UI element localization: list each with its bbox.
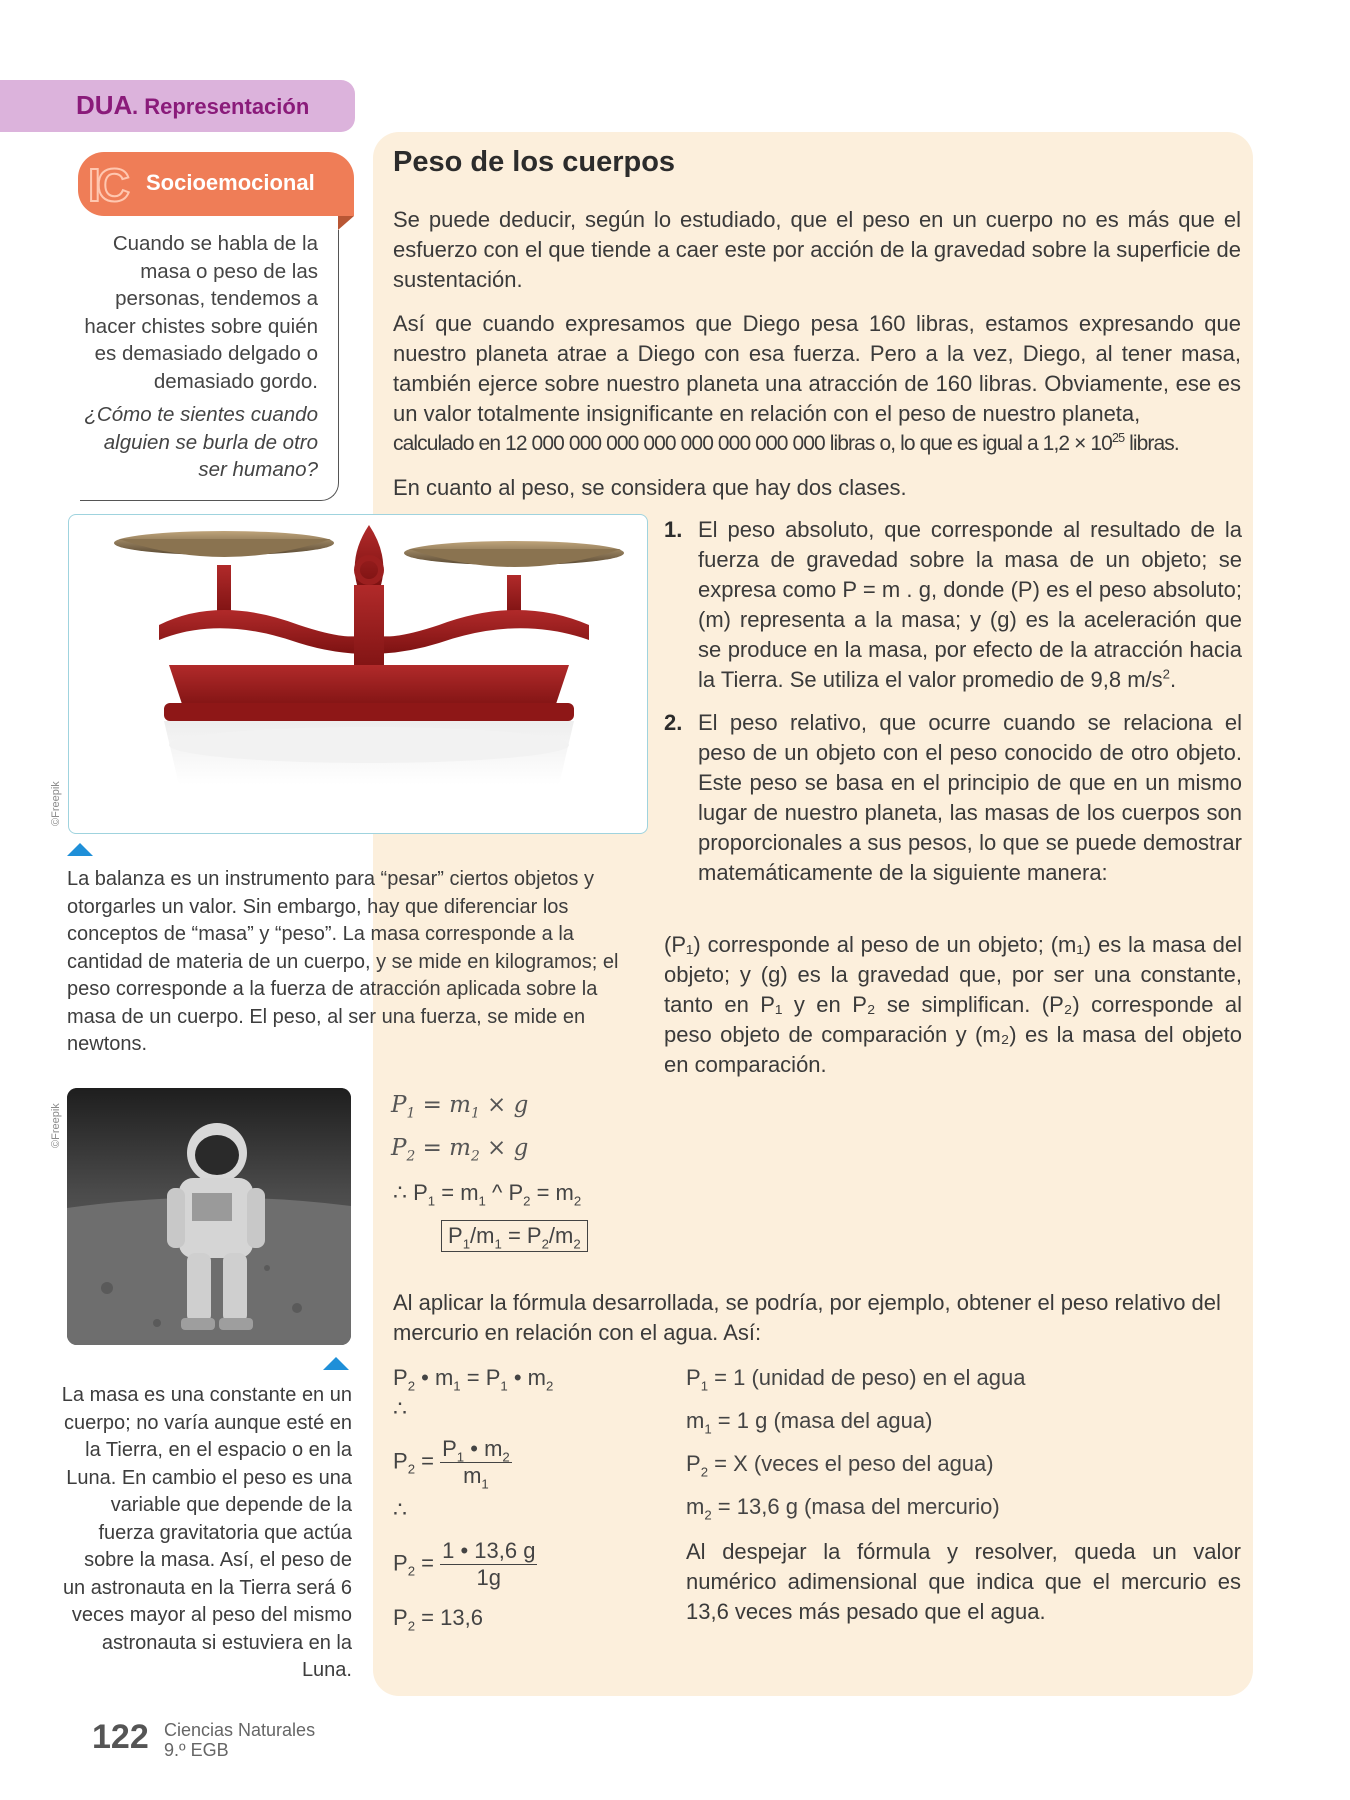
footer-subject: Ciencias Naturales	[164, 1720, 316, 1740]
given-p1-text: = 1 (unidad de peso) en el agua	[714, 1365, 1026, 1390]
paragraph-2-end-text: calculado en 12 000 000 000 000 000 000 000 000 libras o, lo que es igual a 1,2 × 10	[393, 432, 1112, 455]
result-value: = 13,6	[421, 1605, 483, 1630]
paragraph-2-unit: libras.	[1124, 432, 1179, 455]
socio-box	[80, 230, 339, 501]
astronaut-image	[67, 1088, 351, 1345]
balance-scale-icon	[69, 515, 647, 833]
balance-image	[68, 514, 648, 834]
list-item-2	[664, 708, 1242, 888]
exponent: 25	[1111, 431, 1125, 445]
socio-tab	[78, 152, 354, 216]
equation-result: $P_2 = 13,6$	[393, 1605, 483, 1634]
therefore-symbol: ∴	[393, 1180, 407, 1205]
given-p1: $P_1 = 1$ (unidad de peso) en el agua	[686, 1365, 1026, 1394]
formula-therefore: ∴ $P_1 = m_1$ ^ $P_2 = m_2$	[393, 1180, 582, 1209]
given-p2-text: = X (veces el peso del agua)	[714, 1451, 994, 1476]
list-num-2: 2.	[664, 710, 683, 735]
caption-marker-icon	[323, 1357, 349, 1370]
footer-info	[164, 1720, 315, 1760]
fraction-numerator: 1 • 13,6 g	[442, 1538, 536, 1563]
dua-prefix: DUA	[76, 90, 133, 120]
astronaut-icon	[67, 1088, 351, 1345]
paragraph-2: Así que cuando expresamos que Diego pesa 160 libras, estamos expresando que nuestro planeta atrae a Diego con esa fuerza. Pero a la vez, Diego, al tener masa, también ejerce sobre nuestro planeta una atracción de 160 libras. Obviamente, ese es un valor totalmente insignificante en relación con el peso de nuestro planeta,	[393, 311, 1241, 426]
conclusion: Al despejar la fórmula y resolver, queda un valor numérico adimensional que indica que el mercurio es 13,6 veces más pesado que el agua.	[686, 1539, 1241, 1624]
given-m2-text: = 13,6 g (masa del mercurio)	[717, 1494, 1000, 1519]
dua-tab	[0, 80, 355, 132]
therefore-2: ∴	[393, 1497, 407, 1522]
application-intro: Al aplicar la fórmula desarrollada, se podría, por ejemplo, obtener el peso relativo del mercurio en relación con el agua. Así:	[393, 1290, 1221, 1345]
given-m2: $m_2 = 13,6$ g (masa del mercurio)	[686, 1494, 1000, 1523]
therefore-1: ∴	[393, 1396, 407, 1421]
paragraph-2-end	[393, 429, 1253, 459]
fraction-denominator: 1g	[476, 1565, 502, 1590]
equation-p2-values: $P_2$ = $\frac{1 • 13,6 g}{1g}$	[393, 1538, 536, 1590]
formula-ratio-box: $P_1/m_1 = P_2/m_2$	[441, 1220, 588, 1252]
list-item-1: 1. El peso absoluto, que corresponde al resultado de la fuerza de gravedad sobre la masa de un objeto; se expresa como P = m . g, donde (P) es el peso absoluto; (m) representa a la masa; y (g) es la aceleración que se produce en la masa, por efecto de la atracción hacia la Tierra. Se utiliza el valor promedio de 9,8 $m/s^2$.	[664, 517, 1242, 692]
relative-explanation: (P₁) corresponde al peso de un objeto; (m₁) es la masa del objeto; y (g) es la gravedad que, por ser una constante, tanto en P₁ y en P₂ se simplifican. (P₂) corresponde al peso objeto de comparación y (m₂) es la masa del objeto en comparación.	[664, 932, 1242, 1077]
list-num-1: 1.	[664, 517, 683, 542]
socio-ic-icon: IC	[88, 159, 126, 211]
credit-balance: ©Freepik	[50, 781, 62, 826]
equation-product: $P_2$ • $m_1 = P_1$ • $m_2$	[393, 1365, 554, 1394]
given-p2: $P_2 = X$ (veces el peso del agua)	[686, 1451, 994, 1480]
dua-label: . Representación	[132, 94, 310, 119]
formula-p1: $P_1 = m_1 \times g$	[391, 1092, 529, 1122]
page-number: 122	[92, 1718, 149, 1756]
credit-astronaut: ©Freepik	[50, 1103, 62, 1148]
list-text-2: El peso relativo, que ocurre cuando se relaciona el peso de un objeto con el peso conocido de otro objeto. Este peso se basa en el principio de que en un mismo lugar de nuestro planeta, las masas de los cuerpos son proporcionales a sus pesos, lo que se puede demostrar matemáticamente de la siguiente manera:	[698, 710, 1242, 885]
caption-marker-icon	[67, 843, 93, 856]
socio-fold	[338, 216, 354, 230]
formula-p2: $P_2 = m_2 \times g$	[391, 1135, 529, 1165]
given-m1: $m_1 = 1$ g (masa del agua)	[686, 1408, 933, 1437]
paragraph-1: Se puede deducir, según lo estudiado, que el peso en un cuerpo no es más que el esfuerzo con el que tiende a caer este por acción de la gravedad sobre la superficie de sustentación.	[393, 207, 1241, 292]
page-title: Peso de los cuerpos	[393, 146, 676, 178]
socio-question: ¿Cómo te sientes cuando alguien se burla de otro ser humano?	[84, 403, 318, 481]
footer-grade: 9.º EGB	[164, 1740, 229, 1760]
paragraph-3: En cuanto al peso, se considera que hay dos clases.	[393, 475, 907, 500]
balance-caption: La balanza es un instrumento para “pesar” ciertos objetos y otorgarles un valor. Sin embargo, hay que diferenciar los conceptos de “masa” y “peso”. La masa corresponde a la cantidad de materia de un cuerpo, y se mide en kilogramos; el peso corresponde a la fuerza de atracción aplicada sobre la masa de un cuerpo. El peso, al ser una fuerza, se mide en newtons.	[67, 868, 619, 1055]
equation-p2-fraction: $P_2$ = $\frac{P_1 • m_2}{m_1}$	[393, 1436, 510, 1492]
given-m1-text: = 1 g (masa del agua)	[717, 1408, 933, 1433]
list-text-1: El peso absoluto, que corresponde al resultado de la fuerza de gravedad sobre la masa de un objeto; se expresa como P = m . g, donde (P) es el peso absoluto; (m) representa a la masa; y (g) es la aceleración que se produce en la masa, por efecto de la atracción hacia la Tierra. Se utiliza el valor promedio de 9,8 m/s	[698, 517, 1242, 692]
socio-label: Socioemocional	[146, 170, 315, 195]
socio-text: Cuando se habla de la masa o peso de las personas, tendemos a hacer chistes sobre quién es demasiado delgado o demasiado gordo.	[84, 232, 318, 393]
astronaut-caption: La masa es una constante en un cuerpo; no varía aunque esté en la Tierra, en el espacio o en la Luna. En cambio el peso es una variable que depende de la fuerza gravitatoria que actúa sobre la masa. Así, el peso de un astronauta en la Tierra será 6 veces mayor al peso del mismo astronauta si estuviera en la Luna.	[61, 1384, 352, 1681]
